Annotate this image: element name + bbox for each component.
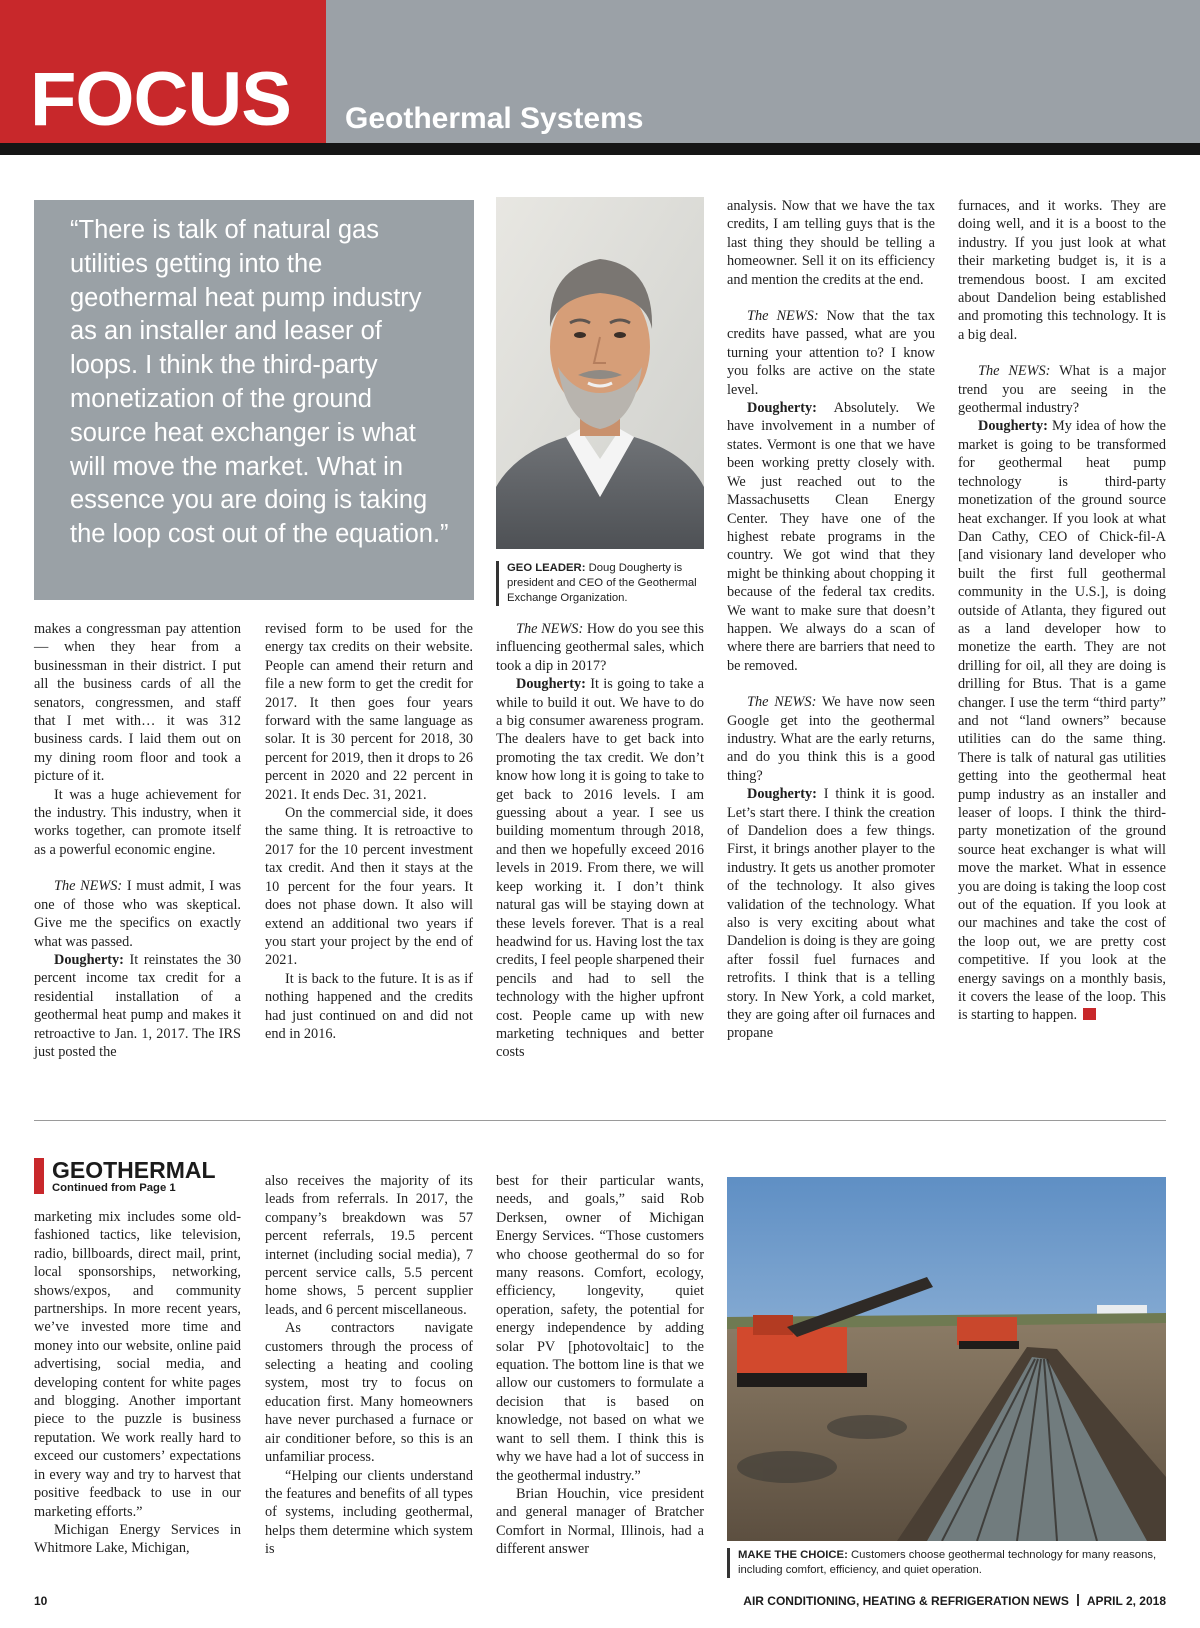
speaker-dougherty: Dougherty: (978, 418, 1048, 435)
article-column-4 (727, 197, 935, 1043)
paragraph: furnaces, and it works. They are doing well, and it is a boost to the industry. If you just look at what their marketing budget is, it is a tremendous boost. I am excited about Dandelion being established and promoting this technology. It is a big deal. (958, 198, 1166, 343)
section-topic: Geothermal Systems (345, 102, 644, 135)
speaker-news: The NEWS: (747, 308, 819, 325)
paragraph: marketing mix includes some old-fashioned tactics, like television, radio, billboards, direct mail, print, local sponsorships, networking, shows/expos, and community partnerships. In more recent years, we’ve invested more time and money into our website, online paid advertising, social media, and developing content for white pages and blogging. Another important piece to the puzzle is business reputation. We work really hard to exceed our customers’ expectations in every way and try to harvest that positive feedback to use in our marketing efforts.” (34, 1209, 241, 1520)
portrait-photo (496, 197, 704, 549)
speaker-dougherty: Dougherty: (747, 400, 817, 417)
paragraph: It is back to the future. It is as if nothing happened and the credits had just continued on and did not end in 2016. (265, 970, 473, 1042)
paragraph: My idea of how the market is going to be transformed for geothermal heat pump technology is third-party monetization of the ground source heat exchanger. If you look at what Dan Cathy, CEO of Chick-fil-A [and visionary land developer who built the first full geothermal community in the U.S.], is doing outside of Atlanta, they figured out as a land developer how to monetize the earth. They are not drilling for oil, all they are doing is drilling for Btus. That is a game changer. I use the term “third party” and not “land owners” because utilities can do the same thing. There is talk of natural gas utilities getting into the geothermal heat pump industry as an installer and leaser of loops. I think the third-party monetization of the ground source heat exchanger is what will move the market. What in essence you are doing is taking the loop cost out of the equation. If you look at our machines and take the cost of the loop out, we are pretty cost competitive. If you look at the energy savings on a monthly basis, it covers the lease of the loop. This is starting to happen. (958, 418, 1167, 1024)
paragraph: What is a major trend you are seeing in the geothermal industry? (958, 363, 1166, 417)
continued-column-2 (265, 1172, 473, 1559)
header-black-bar (0, 143, 1200, 155)
continued-story-jump: Continued from Page 1 (52, 1182, 176, 1194)
speaker-news: The NEWS: (516, 621, 584, 637)
excavation-caption-label: MAKE THE CHOICE: (738, 1549, 848, 1561)
portrait-caption-label: GEO LEADER: (507, 562, 586, 574)
continued-column-1 (34, 1208, 241, 1558)
continued-story-title: GEOTHERMAL (52, 1157, 216, 1183)
paragraph: It was a huge achievement for the industry. This industry, when it works together, can promote itself as a powerful economic engine. (34, 786, 241, 858)
paragraph: It reinstates the 30 percent income tax credit for a residential installation of a geothermal heat pump and makes it retroactive to Jan. 1, 2017. The IRS just posted the (34, 951, 241, 1060)
pull-quote-text: “There is talk of natural gas utilities getting into the geothermal heat pump industry as an installer and leaser of loops. I think the third-party monetization of the ground source heat exchanger is what will move the market. What in essence you are doing is taking the loop cost out of the equation.” (70, 216, 449, 549)
excavation-photo (727, 1177, 1166, 1541)
paragraph: Absolutely. We have involvement in a number of states. Vermont is one that we have been working pretty closely with. We just reached out to the Massachusetts Clean Energy Center. They have one of the highest rebate programs in the country. We got wind that they might be thinking about chopping it because of the federal tax credits. We want to make sure that doesn’t happen. We always do a scan of where there are barriers that need to be removed. (727, 400, 935, 674)
excavation-caption (727, 1548, 1166, 1578)
portrait-illustration (496, 197, 704, 549)
page-number: 10 (34, 1594, 48, 1608)
paragraph: also receives the majority of its leads from referrals. In 2017, the company’s breakdown was 57 percent referrals, 19.5 percent internet (including social media), 7 percent service calls, 5.5 percent home shows, 5 percent supplier leads, and 6 percent miscellaneous. (265, 1173, 473, 1318)
section-divider (34, 1120, 1166, 1121)
paragraph: I think it is good. Let’s start there. I think the creation of Dandelion does a few things. First, it brings another player to the industry. It gets us another promoter of the technology. It also gives validation of the technology. What also is very exciting about what Dandelion is doing is they are going after fossil fuel furnaces and retrofits. I think that is a telling story. In New York, a cold market, they are going after oil furnaces and propane (727, 786, 935, 1042)
paragraph: revised form to be used for the energy tax credits on their website. People can amend their return and file a new form to get the credit for 2017. It then goes four years forward with the same language as solar. It is 30 percent for 2018, 30 percent for 2019, then it drops to 26 percent in 2020 and 22 percent in 2021. It ends Dec. 31, 2021. (265, 621, 473, 803)
portrait-caption (496, 561, 706, 606)
continued-story-head (34, 1158, 216, 1194)
section-label: FOCUS (30, 57, 291, 142)
excavation-caption-text: Customers choose geothermal technology for many reasons, including comfort, efficiency, and quiet operation. (738, 1549, 1157, 1576)
portrait-caption-text: Doug Dougherty is president and CEO of the Geothermal Exchange Organization. (507, 562, 697, 604)
paragraph: “Helping our clients understand the features and benefits of all types of systems, including geothermal, helps them determine which system is (265, 1467, 473, 1558)
paragraph: As contractors navigate customers through the process of selecting a heating and cooling system, most try to focus on education first. Many homeowners have never purchased a furnace or air conditioner before, so this is an unfamiliar process. (265, 1320, 473, 1466)
paragraph: best for their particular wants, needs, and goals,” said Rob Derksen, owner of Michigan Energy Services. “Those customers who choose geothermal do so for many reasons. Comfort, ecology, efficiency, longevity, quiet operation, safety, the potential for energy independence by adding solar PV [photovoltaic] to the equation. The bottom line is that we allow our customers to formulate a decision that is based on knowledge, not based on what we want to sell them. I think this is why we have had a lot of success in the geothermal industry.” (496, 1173, 704, 1484)
paragraph: Now that the tax credits have passed, what are you turning your attention to? I know you folks are active on the state level. (727, 308, 935, 398)
paragraph: We have now seen Google get into the geothermal industry. What are the early returns, and do you think this is a good thing? (727, 694, 935, 784)
speaker-news: The NEWS: (54, 878, 123, 895)
paragraph: It is going to take a while to build it out. We have to do a big consumer awareness program. The dealers have to get back into promoting the tax credit. We don’t know how long it is going to take to get back to 2016 levels. I am guessing about a year. I see us building momentum through 2018, and then we hopefully exceed 2016 levels in 2019. From there, we will keep working it. I don’t think natural gas will be staying down at these levels forever. That is a real headwind for us. Having lost the tax credits, I feel people sharpened their pencils and had to sell the technology with the higher upfront cost. People came up with new marketing techniques and better costs (496, 676, 705, 1061)
speaker-dougherty: Dougherty: (516, 676, 586, 693)
article-column-3 (496, 620, 704, 1062)
paragraph: Brian Houchin, vice president and general manager of Bratcher Comfort in Normal, Illinois, had a different answer (496, 1485, 704, 1558)
publication-date: APRIL 2, 2018 (1086, 1594, 1166, 1608)
speaker-news: The NEWS: (978, 363, 1051, 380)
article-column-2 (265, 620, 473, 1043)
article-column-1 (34, 620, 241, 1061)
continued-column-3 (496, 1172, 704, 1559)
speaker-dougherty: Dougherty: (54, 951, 124, 968)
paragraph: makes a congressman pay attention — when they hear from a businessman in their district. I put all the business cards of all the senators, congressmen, and staff that I met with… it was 312 business cards. I laid them out on my dining room floor and took a picture of it. (34, 621, 241, 785)
publication-name: AIR CONDITIONING, HEATING & REFRIGERATION NEWS (743, 1594, 1069, 1608)
paragraph: I must admit, I was one of those who was skeptical. Give me the specifics on exactly what was passed. (34, 878, 242, 950)
excavation-illustration (727, 1177, 1166, 1541)
end-mark-icon (1083, 1008, 1096, 1020)
publication-footer (743, 1594, 1166, 1608)
footer-separator (1077, 1594, 1079, 1606)
pull-quote (34, 200, 474, 600)
paragraph: Michigan Energy Services in Whitmore Lake, Michigan, (34, 1521, 241, 1557)
article-column-5 (958, 197, 1166, 1025)
paragraph: analysis. Now that we have the tax credits, I am telling guys that is the last thing they should be telling a homeowner. Sell it on its efficiency and mention the credits at the end. (727, 198, 935, 288)
paragraph: On the commercial side, it does the same thing. It is retroactive to 2017 for the 10 percent investment tax credit. And then it stays at the 10 percent for the four years. It does not phase down. It also will extend an additional two years if you start your project by the end of 2021. (265, 805, 473, 969)
speaker-dougherty: Dougherty: (747, 786, 817, 803)
paragraph: How do you see this influencing geothermal sales, which took a dip in 2017? (496, 621, 704, 674)
speaker-news: The NEWS: (747, 694, 817, 711)
